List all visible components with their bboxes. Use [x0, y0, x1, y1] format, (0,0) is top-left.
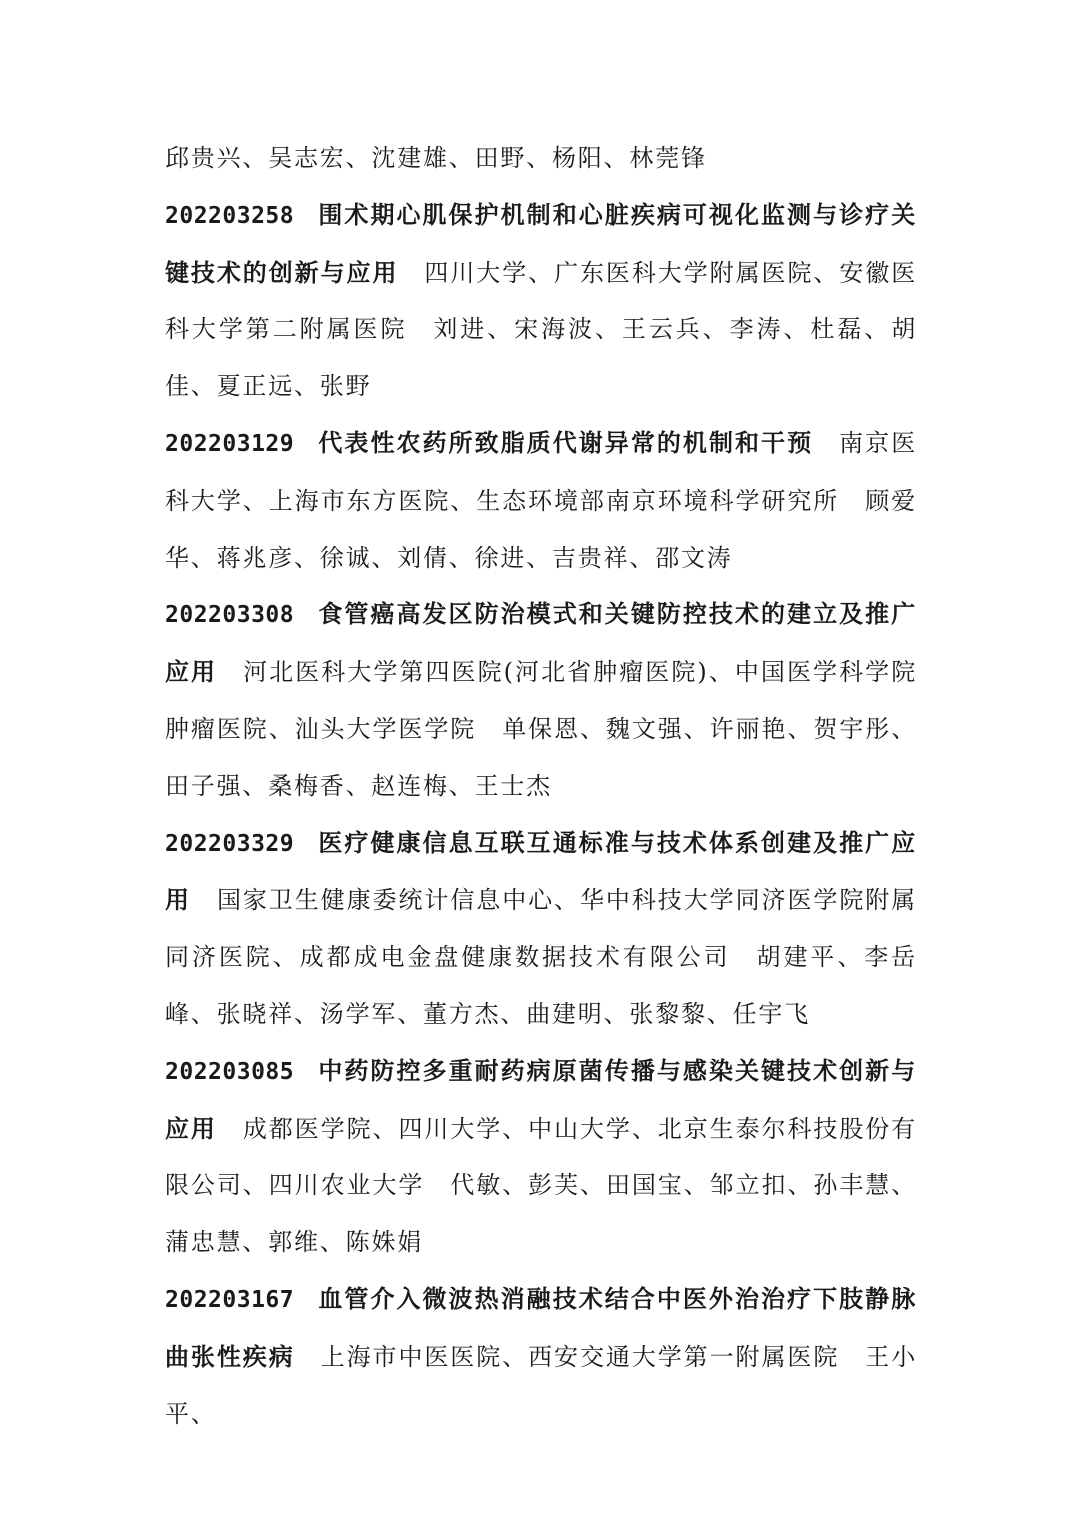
- award-entry: [165, 586, 917, 814]
- entry-number: 202203129: [165, 430, 295, 457]
- entry-institutions: 国家卫生健康委统计信息中心、华中科技大学同济医学院附属同济医院、成都成电金盘健康数据技术有限公司: [165, 886, 917, 972]
- entry-institutions: 河北医科大学第四医院(河北省肿瘤医院)、中国医学科学院肿瘤医院、汕头大学医学院: [165, 658, 917, 743]
- entry-number: 202203167: [165, 1286, 295, 1313]
- entry-institutions: 上海市中医医院、西安交通大学第一附属医院: [320, 1342, 840, 1371]
- entry-people: 顾爱华、蒋兆彦、徐诚、刘倩、徐进、吉贵祥、邵文涛: [165, 486, 917, 572]
- entry-people: 王小平、: [165, 1342, 917, 1428]
- entry-people: 刘进、宋海波、王云兵、李涛、杜磊、胡佳、夏正远、张野: [165, 315, 917, 401]
- entry-institutions: 四川大学、广东医科大学附属医院、安徽医科大学第二附属医院: [165, 258, 918, 344]
- continuation-block: [165, 130, 917, 187]
- document-page: [165, 130, 917, 1442]
- award-entry: [165, 815, 917, 1043]
- entry-title: 代表性农药所致脂质代谢异常的机制和干预: [318, 428, 814, 457]
- entry-title: 中药防控多重耐药病原菌传播与感染关键技术创新与应用: [165, 1056, 917, 1143]
- continuation-names: 邱贵兴、吴志宏、沈建雄、田野、杨阳、林莞锋: [165, 144, 707, 172]
- entry-title: 食管癌高发区防治模式和关键防控技术的建立及推广应用: [165, 600, 917, 687]
- entry-title: 围术期心肌保护机制和心脏疾病可视化监测与诊疗关键技术的创新与应用: [165, 200, 917, 287]
- award-entry: [165, 1043, 917, 1271]
- entry-institutions: 成都医学院、四川大学、中山大学、北京生泰尔科技股份有限公司、四川农业大学: [165, 1114, 917, 1200]
- entry-people: 代敏、彭芙、田国宝、邹立扣、孙丰慧、蒲忠慧、郭维、陈姝娟: [165, 1171, 918, 1257]
- award-entry: [165, 187, 917, 415]
- entry-people: 单保恩、魏文强、许丽艳、贺宇彤、田子强、桑梅香、赵连梅、王士杰: [165, 714, 917, 800]
- entry-number: 202203085: [165, 1058, 295, 1085]
- entry-number: 202203329: [165, 830, 295, 857]
- award-entry: [165, 1271, 917, 1442]
- entry-people: 胡建平、李岳峰、张晓祥、汤学军、董方杰、曲建明、张黎黎、任宇飞: [165, 943, 917, 1028]
- entry-number: 202203258: [165, 202, 295, 229]
- entry-title: 血管介入微波热消融技术结合中医外治治疗下肢静脉曲张性疾病: [165, 1284, 917, 1371]
- entry-title: 医疗健康信息互联互通标准与技术体系创建及推广应用: [165, 828, 917, 915]
- award-entry: [165, 415, 917, 586]
- entry-number: 202203308: [165, 602, 295, 629]
- entry-institutions: 南京医科大学、上海市东方医院、生态环境部南京环境科学研究所: [165, 428, 918, 515]
